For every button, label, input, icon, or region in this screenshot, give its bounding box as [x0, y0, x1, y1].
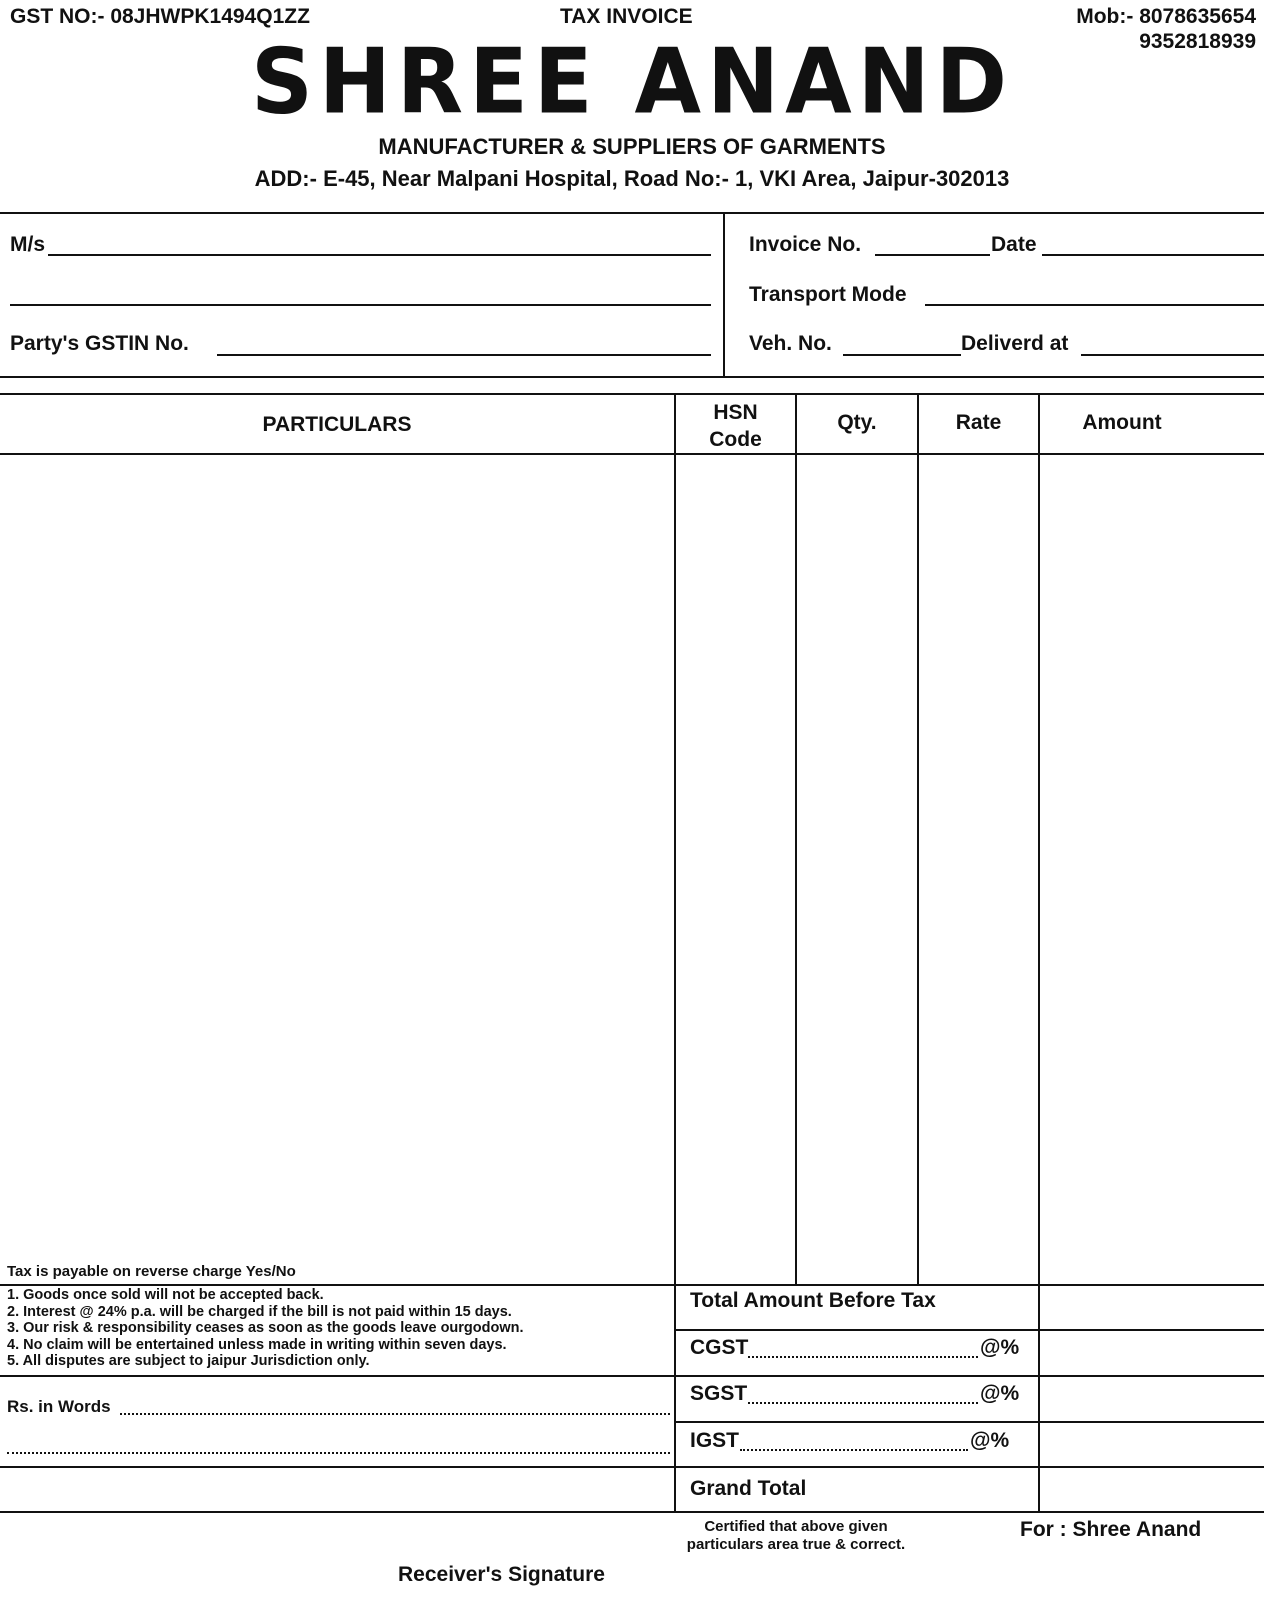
party-gstin-field[interactable] — [217, 354, 711, 356]
sgst-percent-label: @% — [980, 1382, 1020, 1405]
cgst-label: CGST — [690, 1336, 749, 1359]
gst-number: GST NO:- 08JHWPK1494Q1ZZ — [10, 5, 310, 28]
delivered-at-field[interactable] — [1081, 354, 1264, 356]
party-box-bottom-border — [0, 376, 1264, 378]
company-address: ADD:- E-45, Near Malpani Hospital, Road No:- 1, VKI Area, Jaipur-302013 — [254, 166, 1010, 191]
words-bottom-border — [0, 1466, 1264, 1468]
column-header-amount: Amount — [1082, 411, 1162, 434]
terms-list — [7, 1287, 524, 1370]
term-item: 5. All disputes are subject to jaipur Jurisdiction only. — [7, 1353, 370, 1369]
party-box-top-border — [0, 212, 1264, 214]
totals-row-divider-1 — [676, 1329, 1264, 1331]
column-divider-amount — [1038, 393, 1040, 1513]
column-header-particulars: PARTICULARS — [262, 413, 412, 436]
sgst-label: SGST — [690, 1382, 748, 1405]
for-company-label: For : Shree Anand — [1020, 1518, 1202, 1541]
igst-label: IGST — [690, 1429, 740, 1452]
mobile-number-1: Mob:- 8078635654 — [1076, 5, 1256, 28]
certification-line-1: Certified that above given — [704, 1518, 888, 1535]
table-top-border — [0, 393, 1264, 395]
cgst-rate-field[interactable] — [748, 1356, 978, 1358]
certification-note — [676, 1518, 916, 1554]
vehicle-no-label: Veh. No. — [749, 332, 832, 355]
totals-row-divider-3 — [676, 1421, 1264, 1423]
column-divider-hsn — [674, 393, 676, 1513]
column-divider-rate — [917, 393, 919, 1284]
total-before-tax-label: Total Amount Before Tax — [690, 1289, 936, 1312]
cgst-percent-label: @% — [980, 1336, 1020, 1359]
invoice-title: TAX INVOICE — [560, 5, 693, 28]
igst-percent-label: @% — [970, 1429, 1010, 1452]
column-header-qty: Qty. — [837, 411, 877, 434]
receiver-signature-label: Receiver's Signature — [398, 1563, 605, 1586]
grand-total-label: Grand Total — [690, 1477, 807, 1500]
transport-mode-field[interactable] — [925, 304, 1264, 306]
totals-bottom-border — [0, 1511, 1264, 1513]
date-field[interactable] — [1042, 254, 1264, 256]
tagline: MANUFACTURER & SUPPLIERS OF GARMENTS — [378, 134, 886, 159]
term-item: 4. No claim will be entertained unless made in writing within seven days. — [7, 1336, 507, 1353]
date-label: Date — [991, 233, 1037, 256]
invoice-no-label: Invoice No. — [749, 233, 862, 256]
table-header-divider — [0, 453, 1264, 455]
ms-field[interactable] — [48, 254, 711, 256]
party-box-divider — [723, 212, 725, 378]
term-item: 2. Interest @ 24% p.a. will be charged if the bill is not paid within 15 days. — [7, 1303, 512, 1320]
party-gstin-label: Party's GSTIN No. — [10, 332, 189, 355]
term-item: 1. Goods once sold will not be accepted back. — [7, 1287, 324, 1303]
vehicle-no-field[interactable] — [843, 354, 961, 356]
igst-rate-field[interactable] — [740, 1449, 968, 1451]
ms-label: M/s — [10, 233, 46, 256]
column-header-rate: Rate — [955, 411, 1002, 434]
reverse-charge-note: Tax is payable on reverse charge Yes/No — [7, 1263, 296, 1280]
invoice-no-field[interactable] — [875, 254, 990, 256]
ms-field-line2[interactable] — [10, 304, 711, 306]
mobile-number-2: 9352818939 — [1139, 30, 1256, 53]
terms-bottom-border — [0, 1375, 1264, 1377]
column-divider-qty — [795, 393, 797, 1284]
transport-mode-label: Transport Mode — [749, 283, 907, 306]
column-header-hsn — [676, 399, 795, 453]
certification-line-2: particulars area true & correct. — [686, 1536, 906, 1553]
rs-in-words-field-line2[interactable] — [7, 1452, 670, 1454]
rs-in-words-field[interactable] — [120, 1413, 670, 1415]
rs-in-words-label: Rs. in Words — [7, 1397, 111, 1416]
brand-name: SHREE ANAND — [250, 29, 1014, 135]
totals-top-border — [0, 1284, 1264, 1286]
sgst-rate-field[interactable] — [748, 1402, 978, 1404]
term-item: 3. Our risk & responsibility ceases as soon as the goods leave ourgodown. — [7, 1320, 524, 1336]
delivered-at-label: Deliverd at — [961, 332, 1069, 355]
hsn-header-line1: HSN — [713, 401, 758, 424]
hsn-header-line2: Code — [709, 428, 762, 451]
